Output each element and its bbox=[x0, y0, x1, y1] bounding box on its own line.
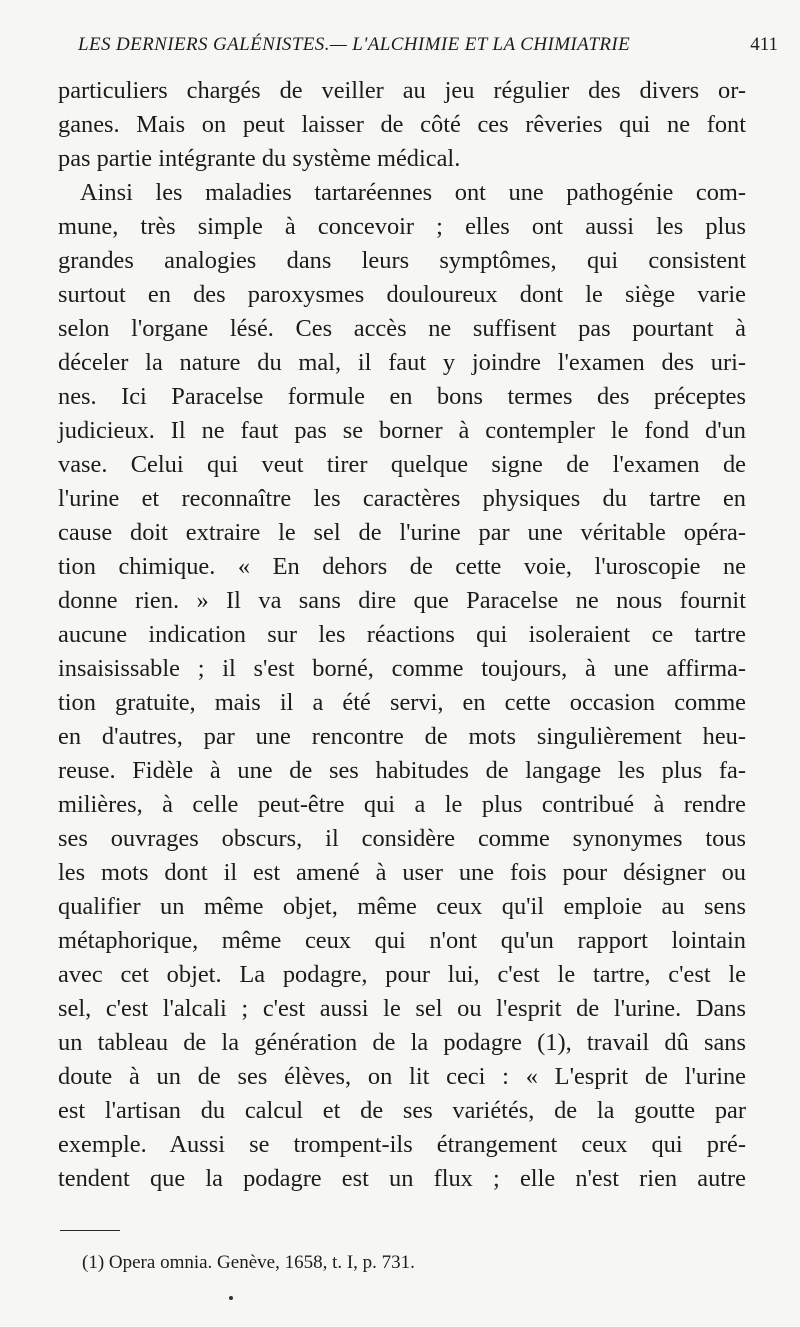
text-line: est l'artisan du calcul et de ses variétés, de la goutte par bbox=[58, 1097, 746, 1124]
text-line: un tableau de la génération de la podagre (1), travail dû sans bbox=[58, 1029, 746, 1056]
text-line: Ainsi les maladies tartaréennes ont une pathogénie com- bbox=[80, 179, 746, 206]
text-line: particuliers chargés de veiller au jeu régulier des divers or- bbox=[58, 77, 746, 104]
text-line: donne rien. » Il va sans dire que Paracelse ne nous fournit bbox=[58, 587, 746, 614]
body-text bbox=[58, 74, 746, 1196]
text-line: ses ouvrages obscurs, il considère comme synonymes tous bbox=[58, 825, 746, 852]
text-line: vase. Celui qui veut tirer quelque signe de l'examen de bbox=[58, 451, 746, 478]
text-line: surtout en des paroxysmes douloureux dont le siège varie bbox=[58, 281, 746, 308]
text-line: cause doit extraire le sel de l'urine par une véritable opéra- bbox=[58, 519, 746, 546]
text-line: exemple. Aussi se trompent-ils étrangement ceux qui pré- bbox=[58, 1131, 746, 1158]
text-line: l'urine et reconnaître les caractères physiques du tartre en bbox=[58, 485, 746, 512]
text-line: doute à un de ses élèves, on lit ceci : « L'esprit de l'urine bbox=[58, 1063, 746, 1090]
text-line: en d'autres, par une rencontre de mots singulièrement heu- bbox=[58, 723, 746, 750]
footnote: (1) Opera omnia. Genève, 1658, t. I, p. 731. bbox=[82, 1252, 415, 1273]
text-line: selon l'organe lésé. Ces accès ne suffisent pas pourtant à bbox=[58, 315, 746, 342]
ink-dot bbox=[229, 1296, 233, 1300]
text-line: tion gratuite, mais il a été servi, en cette occasion comme bbox=[58, 689, 746, 716]
text-line: nes. Ici Paracelse formule en bons termes des préceptes bbox=[58, 383, 746, 410]
running-head bbox=[78, 34, 778, 60]
text-line: pas partie intégrante du système médical. bbox=[58, 145, 461, 172]
text-line: déceler la nature du mal, il faut y joindre l'examen des uri- bbox=[58, 349, 746, 376]
text-line: aucune indication sur les réactions qui isoleraient ce tartre bbox=[58, 621, 746, 648]
text-line: tendent que la podagre est un flux ; elle n'est rien autre bbox=[58, 1165, 746, 1192]
text-line: reuse. Fidèle à une de ses habitudes de langage les plus fa- bbox=[58, 757, 746, 784]
text-line: grandes analogies dans leurs symptômes, qui consistent bbox=[58, 247, 746, 274]
text-line: qualifier un même objet, même ceux qu'il emploie au sens bbox=[58, 893, 746, 920]
text-line: judicieux. Il ne faut pas se borner à contempler le fond d'un bbox=[58, 417, 746, 444]
text-line: ganes. Mais on peut laisser de côté ces rêveries qui ne font bbox=[58, 111, 746, 138]
footnote-divider bbox=[60, 1230, 120, 1231]
text-line: milières, à celle peut-être qui a le plus contribué à rendre bbox=[58, 791, 746, 818]
text-line: mune, très simple à concevoir ; elles ont aussi les plus bbox=[58, 213, 746, 240]
text-line: tion chimique. « En dehors de cette voie, l'uroscopie ne bbox=[58, 553, 746, 580]
running-title: LES DERNIERS GALÉNISTES.— L'ALCHIMIE ET LA CHIMIATRIE bbox=[78, 34, 631, 55]
text-line: sel, c'est l'alcali ; c'est aussi le sel ou l'esprit de l'urine. Dans bbox=[58, 995, 746, 1022]
text-line: les mots dont il est amené à user une fois pour désigner ou bbox=[58, 859, 746, 886]
text-line: métaphorique, même ceux qui n'ont qu'un rapport lointain bbox=[58, 927, 746, 954]
text-line: insaisissable ; il s'est borné, comme toujours, à une affirma- bbox=[58, 655, 746, 682]
text-line: avec cet objet. La podagre, pour lui, c'est le tartre, c'est le bbox=[58, 961, 746, 988]
page-number: 411 bbox=[750, 34, 778, 55]
